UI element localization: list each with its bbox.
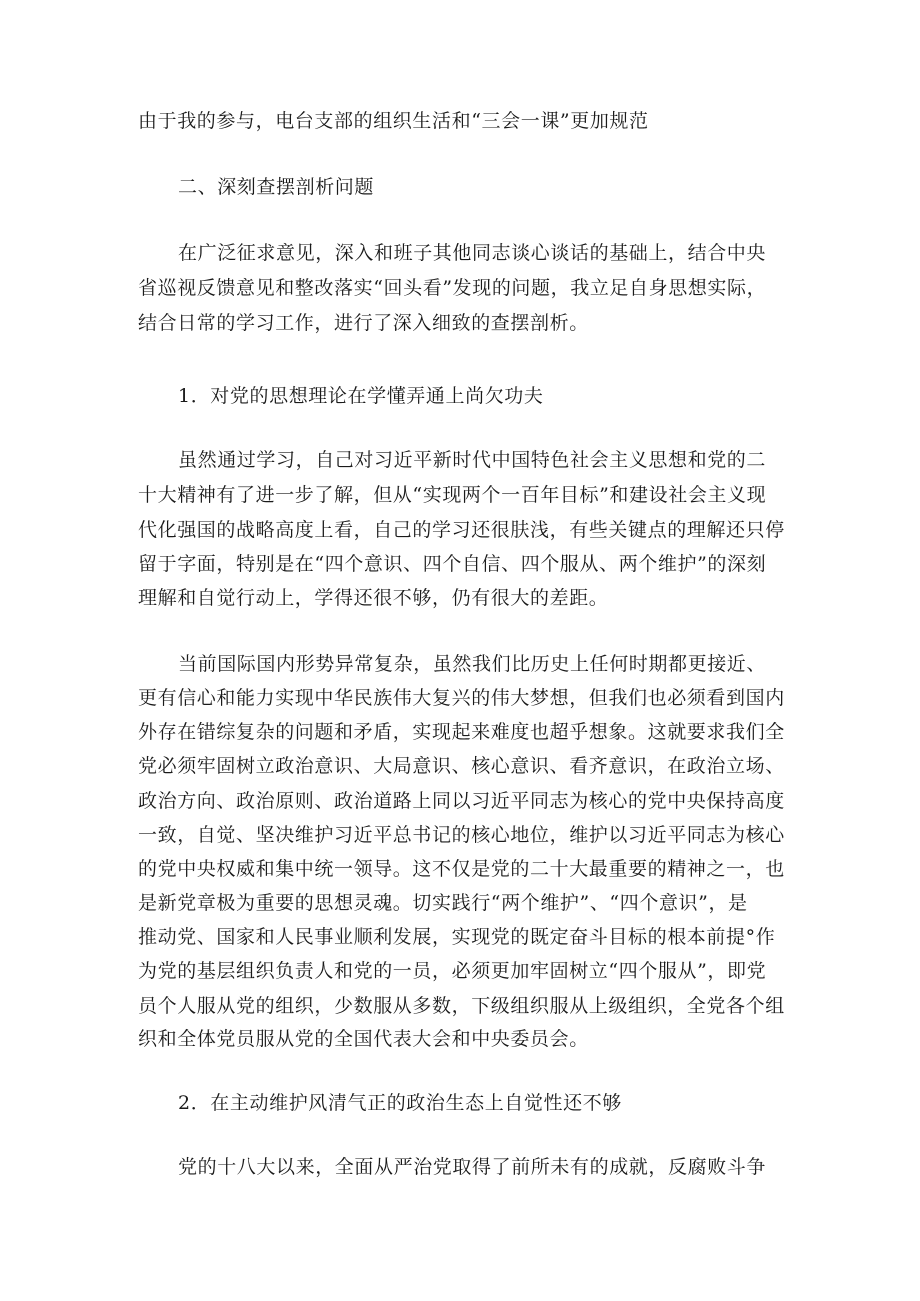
intro-paragraph-line: 在广泛征求意见，深入和班子其他同志谈心谈话的基础上，结合中央: [178, 242, 767, 264]
paragraph2-line: 外存在错综复杂的问题和矛盾，实现起来难度也超乎想象。这就要求我们全: [138, 721, 785, 743]
paragraph2-line: 政治方向、政治原则、政治道路上同以习近平同志为核心的党中央保持高度: [138, 790, 785, 812]
item1-paragraph-line: 十大精神有了进一步了解，但从“实现两个一百年目标”和建设社会主义现: [138, 484, 767, 506]
paragraph2-line: 推动党、国家和人民事业顺利发展，实现党的既定奋斗目标的根本前提°作: [138, 926, 776, 948]
item2-heading: 2．在主动维护风清气正的政治生态上自觉性还不够: [178, 1092, 622, 1114]
paragraph2-line: 员个人服从党的组织，少数服从多数，下级组织服从上级组织，全党各个组: [138, 995, 785, 1017]
item1-paragraph-line: 理解和自觉行动上，学得还很不够，仍有很大的差距。: [138, 587, 609, 609]
intro-paragraph-line: 省巡视反馈意见和整改落实“回头看”发现的问题，我立足自身思想实际，: [138, 277, 767, 299]
paragraph2-line: 的党中央权威和集中统一领导。这不仅是党的二十大最重要的精神之一，也: [138, 858, 785, 880]
paragraph2-line: 当前国际国内形势异常复杂，虽然我们比历史上任何时期都更接近、: [178, 653, 767, 675]
paragraph2-line: 更有信心和能力实现中华民族伟大复兴的伟大梦想，但我们也必须看到国内: [138, 687, 785, 709]
paragraph2-line: 是新党章极为重要的思想灵魂。切实践行“两个维护”、“四个意识”，是: [138, 892, 748, 914]
item2-paragraph-line: 党的十八大以来，全面从严治党取得了前所未有的成就，反腐败斗争: [178, 1156, 767, 1178]
paragraph2-line: 党必须牢固树立政治意识、大局意识、核心意识、看齐意识，在政治立场、: [138, 755, 785, 777]
section-title: 二、深刻查摆剖析问题: [178, 176, 375, 198]
item1-paragraph-line: 虽然通过学习，自己对习近平新时代中国特色社会主义思想和党的二: [178, 449, 767, 471]
item1-paragraph-line: 留于字面，特别是在“四个意识、四个自信、四个服从、两个维护”的深刻: [138, 553, 767, 575]
intro-paragraph-line: 结合日常的学习工作，进行了深入细致的查摆剖析。: [138, 312, 589, 334]
continuation-line: 由于我的参与，电台支部的组织生活和“三会一课”更加规范: [138, 110, 649, 132]
item1-paragraph-line: 代化强国的战略高度上看，自己的学习还很肤浅，有些关键点的理解还只停: [138, 519, 785, 541]
paragraph2-line: 织和全体党员服从党的全国代表大会和中央委员会。: [138, 1028, 589, 1050]
paragraph2-line: 一致，自觉、坚决维护习近平总书记的核心地位，维护以习近平同志为核心: [138, 824, 785, 846]
item1-heading: 1．对党的思想理论在学懂弄通上尚欠功夫: [178, 385, 544, 407]
paragraph2-line: 为党的基层组织负责人和党的一员，必须更加牢固树立“四个服从”，即党: [138, 960, 767, 982]
